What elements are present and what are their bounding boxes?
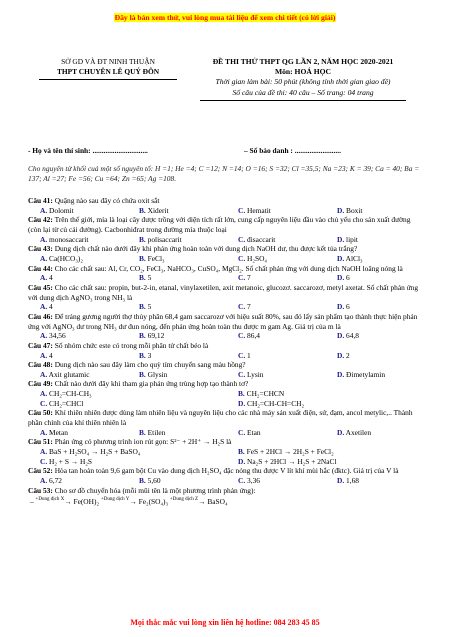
answer-option[interactable] (226, 273, 325, 283)
answer-row (28, 428, 424, 438)
option-letter: A. (40, 369, 48, 379)
option-letter: D. (337, 350, 345, 360)
question-text (28, 244, 424, 254)
option-letter: C. (238, 369, 246, 379)
question-number: Câu 43: (28, 244, 53, 254)
option-text: Boxit (346, 205, 363, 215)
question-text (28, 360, 424, 370)
answer-row (28, 254, 424, 264)
question-block (28, 215, 424, 244)
reaction-arrow-label: +Dung dịch Y (100, 497, 130, 503)
question-number: Câu 49: (28, 379, 53, 389)
question-number: Câu 47: (28, 340, 53, 350)
option-letter: A. (40, 273, 48, 283)
option-text: Lysin (247, 369, 264, 379)
question-stem: Để tráng gương người thợ thủy phân 68,4 gam saccarozơ với hiệu suất 80%, sau đó lấy sản phẩm tạo thành thực hiện phản ứng với AgNO₃ dư trong NH₃ dư đun nóng, đến phản ứng hoàn toàn thu được m gam Ag. Giá trị của m là (28, 311, 418, 331)
question-number: Câu 48: (28, 360, 53, 370)
answer-option[interactable] (325, 428, 424, 438)
question-number: Câu 45: (28, 282, 53, 292)
option-text: 5,60 (147, 476, 161, 486)
option-text: 1 (247, 350, 251, 360)
option-letter: C. (238, 253, 246, 263)
question-text (28, 466, 424, 476)
question-block (28, 437, 424, 466)
question-block (28, 466, 424, 485)
option-letter: A. (40, 253, 48, 263)
reaction-arrow-label: +Dung dịch Z (169, 497, 199, 503)
answer-row (28, 235, 424, 245)
question-stem: Quặng nào sau đây có chứa oxit sắt (54, 196, 160, 205)
option-letter: D. (337, 427, 345, 437)
answer-row (28, 457, 424, 467)
school-header (28, 57, 188, 80)
question-text (28, 196, 424, 206)
question-text (28, 215, 424, 234)
answer-option[interactable] (127, 476, 226, 486)
exam-title: ĐỀ THI THỬ THPT QG LẦN 2, NĂM HỌC 2020-2021 (212, 57, 394, 66)
option-letter: A. (40, 389, 48, 399)
answer-option[interactable] (28, 389, 226, 399)
option-letter: A. (40, 447, 48, 457)
question-stem: Cho sơ đồ chuyển hóa (mỗi mũi tên là một phương trình phản ứng): (54, 485, 256, 495)
option-text: CH₂=CH-CH₃ (49, 389, 92, 399)
option-letter: A. (40, 350, 48, 360)
option-letter: B. (139, 331, 146, 341)
option-text: Dolomit (49, 205, 74, 215)
option-letter: D. (337, 234, 345, 244)
question-stem: Khí thiên nhiên được dùng làm nhiên liệu và nguyên liệu cho các nhà máy sản xuất điện, sứ, đạm, ancol metylic,.. Thành phần chính của khí thiên nhiên là (28, 408, 413, 428)
option-text: 4 (49, 350, 53, 360)
answer-option[interactable] (226, 254, 325, 264)
option-letter: D. (337, 369, 345, 379)
answer-option[interactable] (127, 351, 226, 361)
exam-count: Số câu của đề thi: 40 câu – Số trang: 04 trang (232, 87, 374, 97)
question-block (28, 283, 424, 312)
answer-option[interactable] (127, 254, 226, 264)
option-text: 4 (49, 273, 53, 283)
option-letter: D. (337, 273, 345, 283)
option-letter: A. (40, 234, 48, 244)
arrow-icon: → (129, 497, 139, 507)
answer-option[interactable] (28, 273, 127, 283)
answer-option[interactable] (226, 447, 424, 457)
option-letter: B. (139, 302, 146, 312)
option-text: 5 (147, 273, 152, 283)
option-text: Glysin (147, 369, 168, 379)
answer-option[interactable] (127, 428, 226, 438)
student-id-field: – Số báo danh : ......................... (244, 146, 341, 155)
compound: Fe(OH)₂ (73, 497, 100, 507)
option-text: CH₂=CH-CH=CH₂ (247, 398, 305, 408)
student-name-field: - Họ và tên thí sinh: .............................. (28, 146, 148, 155)
option-letter: C. (40, 398, 48, 408)
option-text: đisaccarit (247, 234, 276, 244)
option-letter: D. (238, 456, 246, 466)
answer-option[interactable] (28, 254, 127, 264)
question-block (28, 486, 424, 496)
answer-option[interactable] (226, 331, 325, 341)
option-letter: B. (238, 447, 245, 457)
option-text: 6,72 (49, 476, 62, 486)
exam-time: Thời gian làm bài: 50 phút (không tính thời gian giao đề) (215, 77, 391, 87)
option-text: FeS + 2HCl → 2H₂S + FeCl₂ (246, 447, 334, 457)
answer-option[interactable] (28, 206, 127, 216)
question-stem: Dung dịch chất nào dưới đây khi phản ứng hoàn toàn với dung dịch NaOH dư, thu được kết tủa trắng? (54, 244, 358, 254)
answer-option[interactable] (28, 399, 226, 409)
question-stem: Phản ứng có phương trình ion rút gọn: S²⁻ + 2H⁺ → H₂S là (54, 437, 232, 447)
answer-option[interactable] (28, 428, 127, 438)
option-letter: A. (40, 427, 48, 437)
answer-option[interactable] (325, 302, 424, 312)
hotline-banner: Mọi thắc mắc vui lòng xin liên hệ hotline: 084 283 45 85 (130, 618, 320, 627)
option-text: 4 (49, 302, 53, 312)
option-letter: B. (139, 369, 146, 379)
answer-option[interactable] (127, 235, 226, 245)
answer-option[interactable] (325, 206, 424, 216)
arrow-icon: → (64, 497, 74, 507)
option-text: H₂SO₄ (247, 253, 267, 263)
answer-option[interactable] (28, 235, 127, 245)
answer-option[interactable] (127, 370, 226, 380)
option-letter: A. (40, 302, 48, 312)
answer-option[interactable] (325, 476, 424, 486)
answer-option[interactable] (28, 302, 127, 312)
answer-row (28, 447, 424, 457)
option-text: 6 (346, 302, 350, 312)
question-number: Câu 53: (28, 485, 53, 495)
answer-option[interactable] (226, 206, 325, 216)
answer-row (28, 351, 424, 361)
option-letter: C. (238, 476, 246, 486)
question-number: Câu 50: (28, 408, 53, 418)
question-text (28, 283, 424, 302)
question-list (28, 196, 424, 507)
option-text: Etan (247, 427, 261, 437)
exam-subject: Môn: HOÁ HỌC (274, 67, 332, 77)
option-text: Ca(HCO₃)₂ (49, 253, 83, 263)
option-text: AlCl₃ (345, 253, 363, 263)
question-block (28, 312, 424, 341)
option-text: 69,12 (147, 331, 165, 341)
answer-option[interactable] (226, 351, 325, 361)
question-text (28, 379, 424, 389)
question-text (28, 264, 424, 274)
option-letter: D. (337, 205, 345, 215)
answer-option[interactable] (28, 476, 127, 486)
answer-option[interactable] (226, 370, 325, 380)
option-letter: B. (139, 205, 146, 215)
option-letter: C. (238, 350, 246, 360)
question-number: Câu 42: (28, 215, 53, 225)
answer-option[interactable] (127, 273, 226, 283)
option-text: 3,36 (247, 476, 260, 486)
answer-option[interactable] (226, 476, 325, 486)
option-letter: C. (40, 456, 48, 466)
question-text (28, 486, 424, 496)
compound: BaSO₄ (207, 497, 228, 507)
question-stem: Hòa tan hoàn toàn 9,6 gam bột Cu vào dung dịch H₂SO₄ đặc nóng thu được V lít khí mùi hắc (đktc). Giá trị của V là (54, 466, 399, 476)
exam-header (188, 57, 418, 101)
option-text: 1,68 (346, 476, 359, 486)
student-info (28, 146, 423, 155)
exam-divider (200, 100, 406, 101)
option-text: Etilen (147, 427, 166, 437)
answer-row (28, 399, 424, 409)
question-stem: Cho các chất sau: Al, Cr, CO₂, FeCl₃, NaHCO₃, CuSO₄, MgCl₂. Số chất phản ứng với dung dịch NaOH loãng nóng là (54, 263, 403, 273)
question-block (28, 196, 424, 215)
question-number: Câu 46: (28, 311, 53, 321)
answer-option[interactable] (226, 399, 424, 409)
answer-row (28, 331, 424, 341)
answer-option[interactable] (325, 235, 424, 245)
answer-option[interactable] (226, 302, 325, 312)
option-text: 7 (247, 302, 251, 312)
question-number: Câu 52: (28, 466, 53, 476)
answer-row (28, 370, 424, 380)
answer-option[interactable] (226, 428, 325, 438)
answer-row (28, 273, 424, 283)
question-number: Câu 41: (28, 196, 53, 205)
option-text: BaS + H₂SO₄ → H₂S + BaSO₄ (49, 447, 141, 457)
option-letter: D. (337, 253, 345, 263)
answer-option[interactable] (325, 370, 424, 380)
answer-row (28, 206, 424, 216)
option-letter: A. (40, 476, 48, 486)
option-text: FeCl₃ (147, 253, 165, 263)
answer-option[interactable] (28, 457, 226, 467)
question-text (28, 437, 424, 447)
option-letter: D. (337, 302, 345, 312)
answer-option[interactable] (325, 331, 424, 341)
answer-option[interactable] (127, 302, 226, 312)
answer-option[interactable] (226, 235, 325, 245)
question-stem: Cho các chất sau: propin, but-2-in, etanal, vinylaxetilen, axit metanoic, glucozơ. saccarozơ, metyl axetat. Số chất phản ứng với dung dịch AgNO₃ trong NH₃ là (28, 282, 419, 302)
option-letter: C. (238, 273, 246, 283)
option-text: monosaccarit (49, 234, 89, 244)
option-letter: D. (337, 331, 345, 341)
answer-option[interactable] (127, 331, 226, 341)
answer-row (28, 476, 424, 486)
school-name: THPT CHUYÊN LÊ QUÝ ĐÔN (56, 67, 160, 76)
question-block (28, 379, 424, 408)
option-text: Đimetylamin (346, 369, 386, 379)
option-letter: B. (139, 427, 146, 437)
option-letter: C. (238, 331, 246, 341)
option-letter: C. (238, 427, 246, 437)
question-block (28, 264, 424, 283)
option-text: 34,56 (49, 331, 66, 341)
header-divider (39, 79, 177, 80)
question-stem: Chất nào dưới đây khi tham gia phản ứng trùng hợp tạo thành tơ? (54, 379, 249, 389)
question-text (28, 341, 424, 351)
option-text: Xiderit (147, 205, 169, 215)
arrow-icon: → (198, 497, 208, 507)
option-text: Na₂S + 2HCl → H₂S + 2NaCl (247, 456, 337, 466)
option-text: CH₂=CHCl (49, 398, 84, 408)
answer-option[interactable] (127, 206, 226, 216)
option-text: Metan (49, 427, 68, 437)
option-letter: B. (139, 253, 146, 263)
option-text: lipit (346, 234, 358, 244)
option-letter: B. (238, 389, 245, 399)
option-letter: A. (40, 331, 48, 341)
option-letter: C. (238, 205, 246, 215)
question-text (28, 408, 424, 427)
option-text: 2 (346, 350, 350, 360)
question-block (28, 408, 424, 437)
answer-option[interactable] (28, 370, 127, 380)
option-text: 6 (346, 273, 350, 283)
question-block (28, 360, 424, 379)
question-block (28, 341, 424, 360)
question-number: Câu 44: (28, 263, 53, 273)
option-text: 86,4 (247, 331, 260, 341)
question-stem: Trên thế giới, mía là loại cây được trồng với diện tích rất lớn, cung cấp nguyên liệu đầu vào chủ yếu cho sản xuất đường (còn lại từ củ cải đường). Cacbonhiđrat trong đường mía thuộc loại (28, 215, 411, 234)
atomic-masses: Cho nguyên tử khối cuả một số nguyên tố: H =1; He =4; C =12; N =14; O =16; S =32; Cl =35,5; Na =23; K = 39; Ca = 40; Ba = 137; Al =27; Fe =56; Cu =64; Zn =65; Ag =108. (28, 164, 420, 184)
answer-option[interactable] (325, 254, 424, 264)
answer-option[interactable] (28, 331, 127, 341)
option-text: Hematit (247, 205, 271, 215)
option-letter: D. (337, 476, 345, 486)
option-text: 64,8 (346, 331, 359, 341)
compound: Fe₂(SO₄)₃ (138, 497, 169, 507)
answer-row (28, 302, 424, 312)
option-letter: B. (139, 476, 146, 486)
question-stem: Dung dịch nào sau đây làm cho quỳ tím chuyển sang màu hồng? (54, 360, 246, 370)
option-text: H₂ + S → H₂S (49, 456, 93, 466)
answer-row (28, 389, 424, 399)
question-number: Câu 51: (28, 437, 53, 447)
conversion-scheme: – $^{+Dung dịch X}$→ Fe(OH)₂ $^{+Dung dịch Y}$→ Fe₂(SO₄)₃ $^{+Dung dịch Z}$→ BaSO₄ (30, 497, 228, 507)
reaction-arrow-label: +Dung dịch X (35, 497, 65, 503)
answer-option[interactable] (28, 351, 127, 361)
option-text: polisaccarit (147, 234, 182, 244)
answer-option[interactable] (325, 351, 424, 361)
question-stem: Số nhóm chức este có trong mỗi phân tử chất béo là (54, 340, 209, 350)
option-letter: C. (238, 302, 246, 312)
option-letter: B. (139, 350, 146, 360)
option-text: CH₂=CHCN (246, 389, 285, 399)
option-letter: C. (238, 234, 246, 244)
question-text (28, 312, 424, 331)
option-letter: B. (139, 273, 146, 283)
answer-option[interactable] (325, 273, 424, 283)
option-letter: B. (139, 234, 146, 244)
answer-option[interactable] (226, 457, 424, 467)
option-text: Axetilen (345, 427, 372, 437)
option-letter: D. (238, 398, 246, 408)
option-letter: A. (40, 205, 48, 215)
option-text: 5 (147, 302, 152, 312)
department-name: SỞ GD VÀ ĐT NINH THUẬN (61, 57, 155, 66)
answer-option[interactable] (226, 389, 424, 399)
option-text: 7 (247, 273, 251, 283)
question-block (28, 244, 424, 263)
option-text: Axit glutamic (48, 369, 90, 379)
option-text: 3 (147, 350, 152, 360)
preview-banner: Đây là bản xem thử, vui lòng mua tài liệu để xem chi tiết (có lời giải) (114, 13, 336, 22)
answer-option[interactable] (28, 447, 226, 457)
